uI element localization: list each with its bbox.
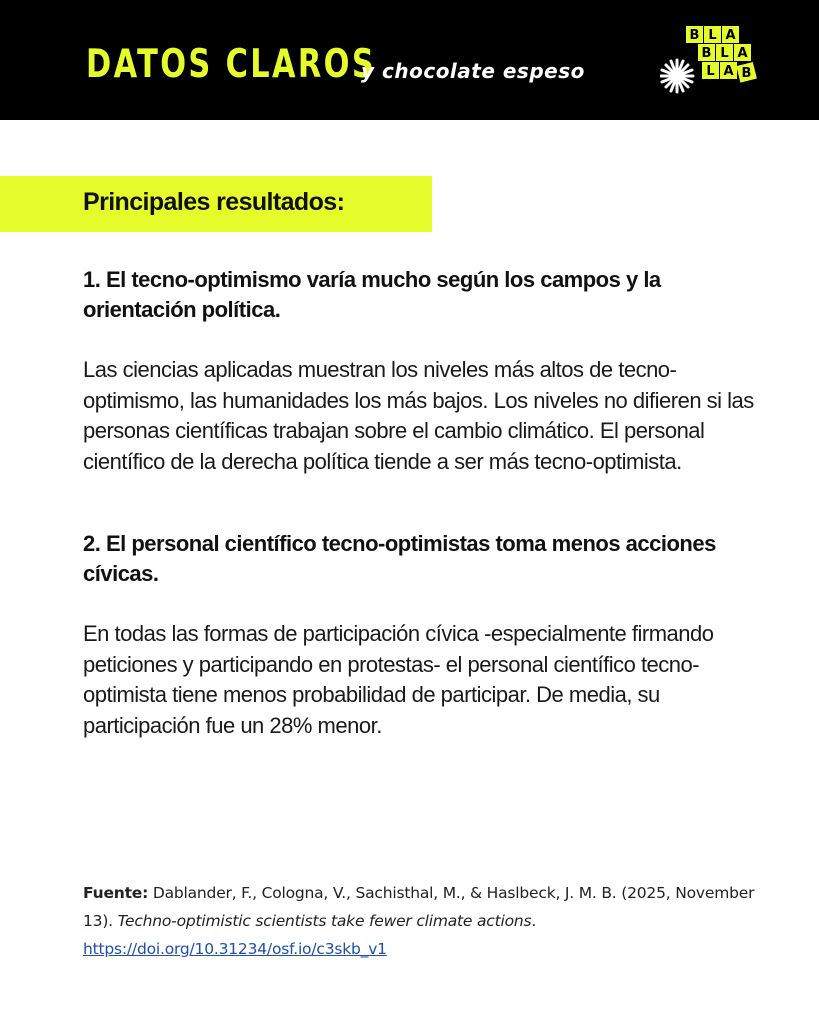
header-banner	[0, 0, 819, 120]
logo-letter: A	[725, 28, 736, 43]
logo-letter: A	[723, 64, 734, 79]
source-title: Techno-optimistic scientists take fewer climate actions	[117, 912, 532, 930]
result-point	[83, 529, 773, 741]
logo-letter: L	[708, 28, 717, 43]
source-citation	[83, 879, 783, 963]
logo-graphic	[660, 24, 764, 98]
blablalab-logo	[660, 24, 764, 98]
brand-subtitle: y chocolate espeso	[361, 59, 585, 83]
logo-letter: L	[720, 46, 729, 61]
result-body: En todas las formas de participación cívica -especialmente firmando peticiones y participando en protestas- el personal científico tecno-optimista tiene menos probabilidad de participar. De media, su participación fue un 28% menor.	[83, 621, 714, 738]
source-authors: Dablander, F., Cologna, V., Sachisthal, M., & Haslbeck, J. M. B. (2025, November 13).	[83, 884, 755, 930]
results-list	[83, 265, 773, 741]
section-title: Principales resultados:	[83, 188, 345, 216]
source-title-suffix: .	[531, 912, 537, 930]
result-body: Las ciencias aplicadas muestran los niveles más altos de tecno-optimismo, las humanidades los más bajos. Los niveles no difieren si las personas científicas trabajan sobre el cambio climático. El personal científico de la derecha política tiende a ser más tecno-optimista.	[83, 357, 754, 474]
result-point	[83, 265, 773, 477]
source-label: Fuente:	[83, 884, 149, 902]
sunburst-icon	[661, 60, 693, 92]
logo-letter: A	[737, 46, 748, 61]
source-doi-link[interactable]: https://doi.org/10.31234/osf.io/c3skb_v1	[83, 940, 387, 958]
logo-letter: B	[741, 66, 752, 81]
brand-title: DATOS CLAROS	[86, 42, 377, 87]
logo-letter: B	[701, 46, 712, 61]
result-heading: 2. El personal científico tecno-optimistas toma menos acciones cívicas.	[83, 531, 716, 586]
logo-letter: L	[706, 64, 715, 79]
logo-letter: B	[689, 28, 700, 43]
result-heading: 1. El tecno-optimismo varía mucho según los campos y la orientación política.	[83, 267, 661, 322]
